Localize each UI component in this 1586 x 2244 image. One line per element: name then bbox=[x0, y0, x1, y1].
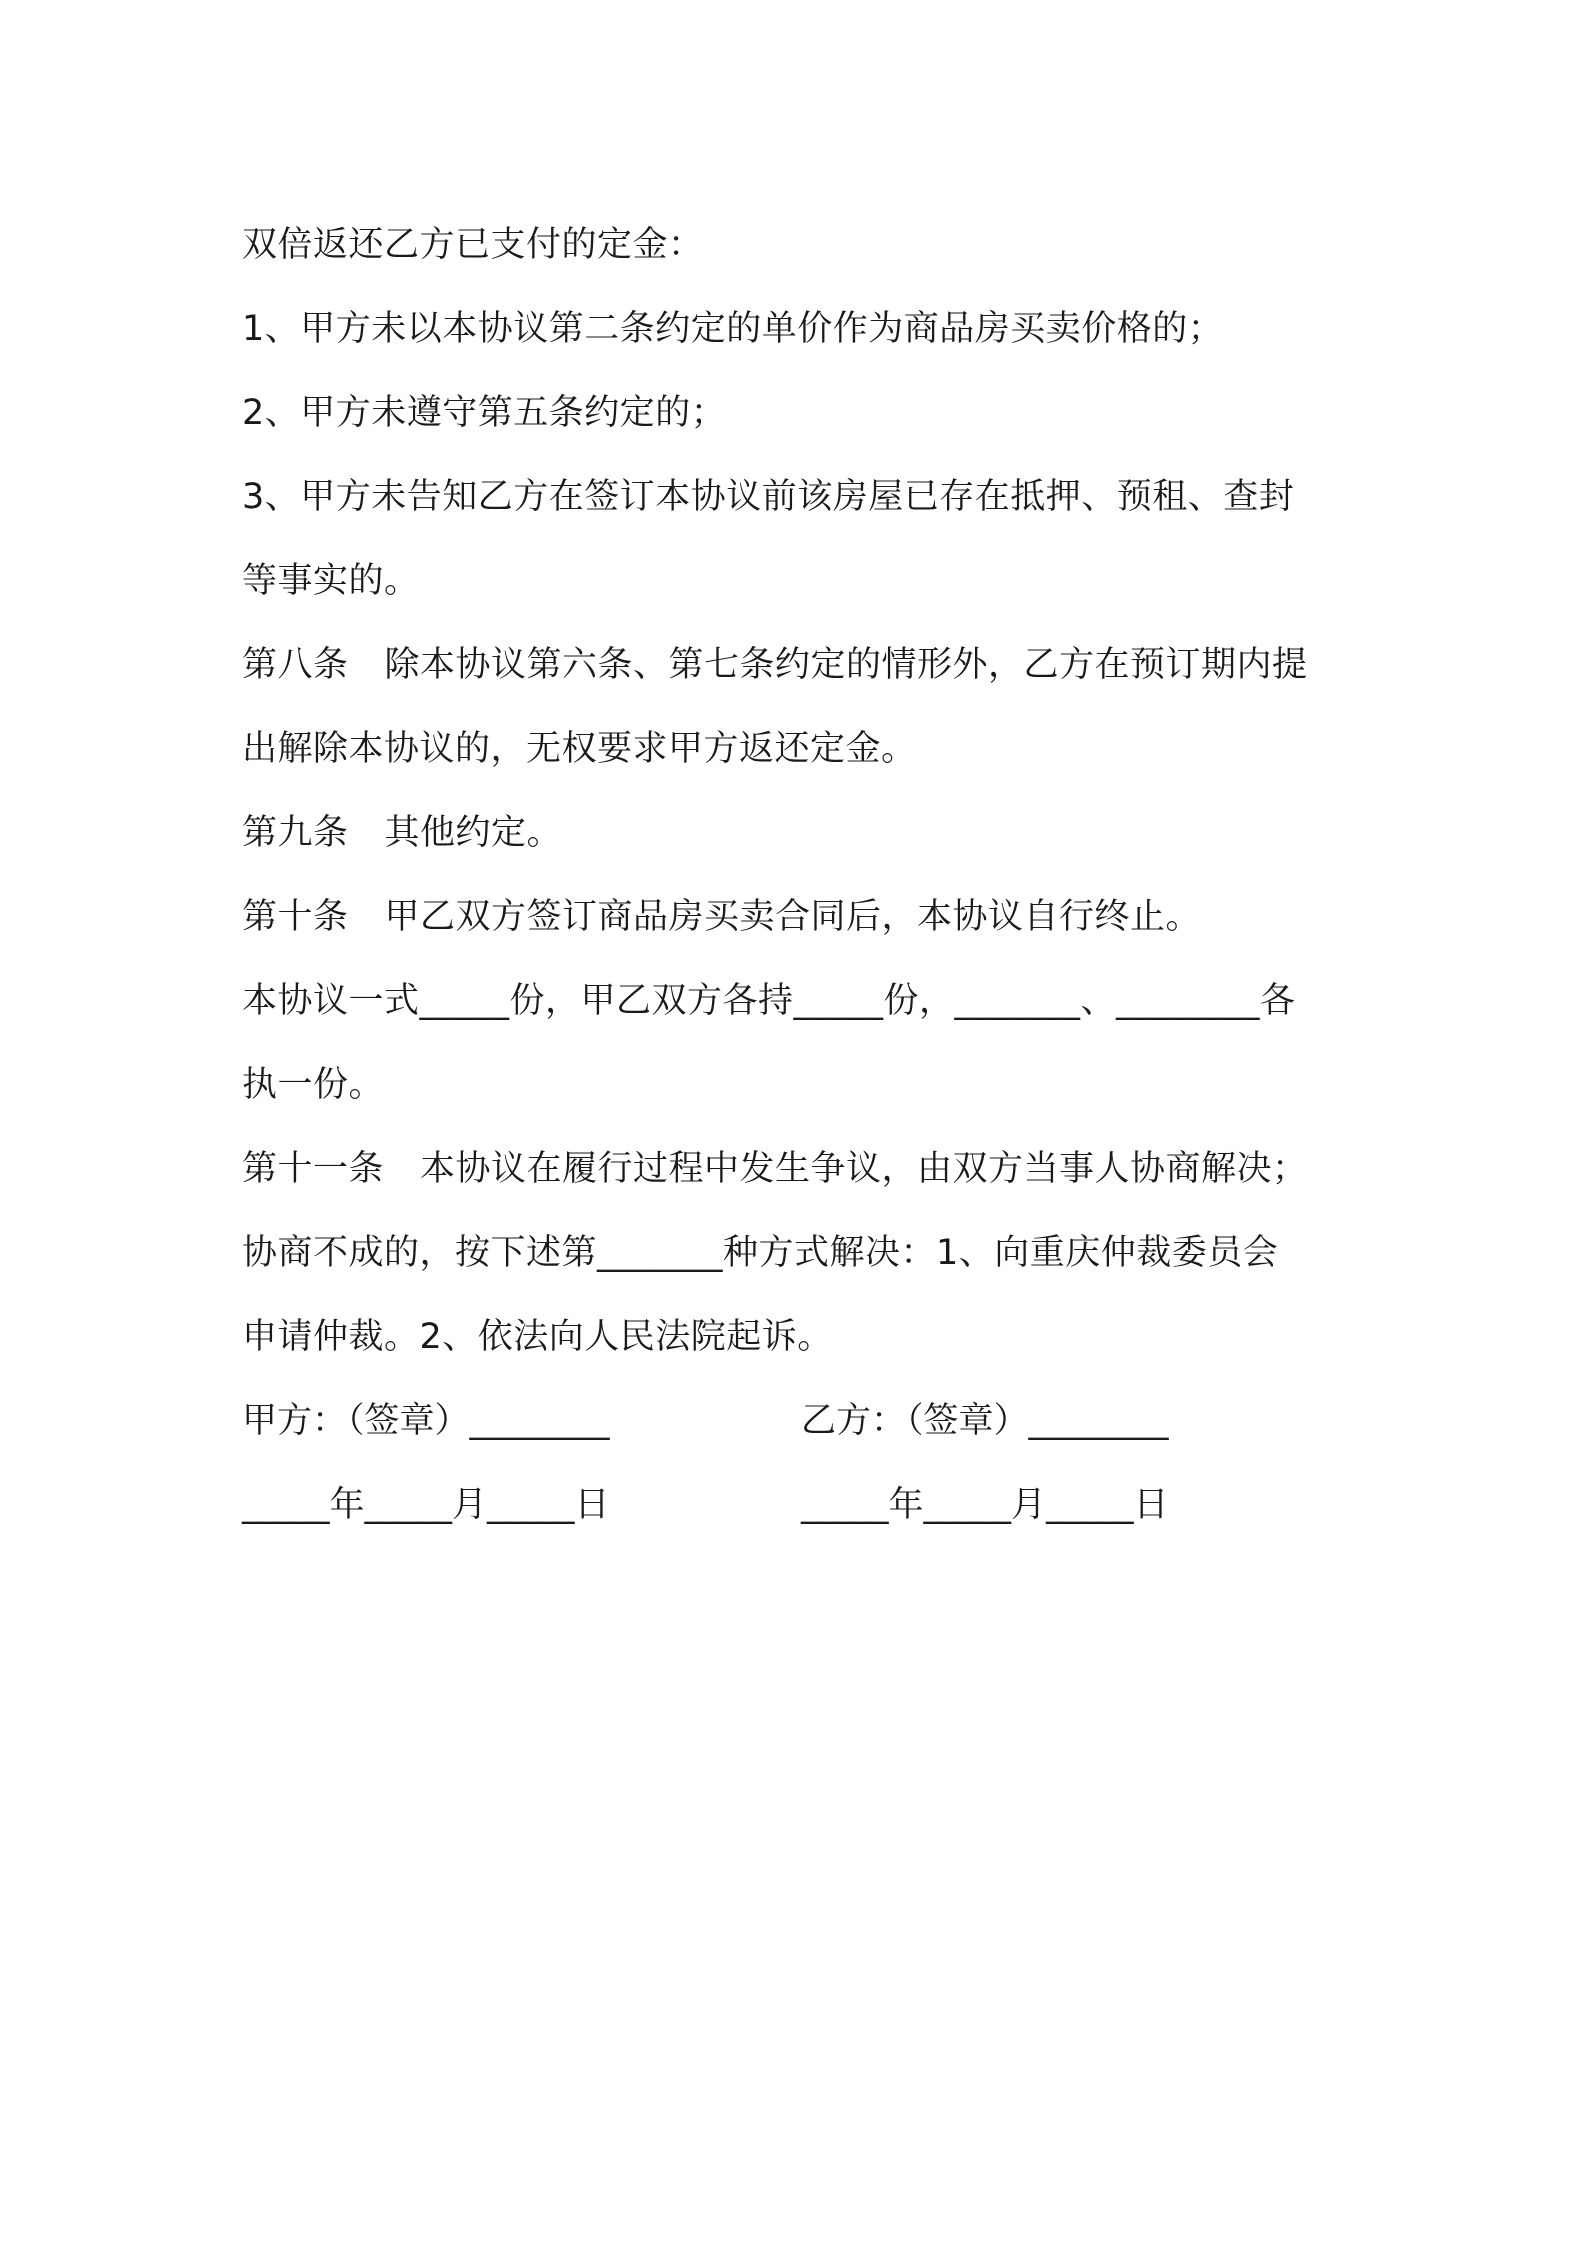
article-9-text: 其他约定。 bbox=[384, 813, 563, 853]
article-11-heading: 第十一条 bbox=[242, 1149, 385, 1189]
clause-item-2: 2、甲方未遵守第五条约定的； bbox=[242, 393, 727, 433]
article-11-continued-2: 申请仲裁。2、依法向人民法院起诉。 bbox=[242, 1317, 833, 1357]
article-9 bbox=[242, 791, 1362, 875]
article-11-text: 本协议在履行过程中发生争议，由双方当事人协商解决； bbox=[420, 1149, 1308, 1189]
article-8-heading: 第八条 bbox=[242, 645, 349, 685]
party-b-signature: 乙方：（签章）________ bbox=[801, 1401, 1169, 1441]
copies-line: 本协议一式_____份，甲乙双方各持_____份，_______、________各 bbox=[242, 981, 1296, 1021]
article-9-heading: 第九条 bbox=[242, 813, 349, 853]
party-b-date: _____年_____月_____日 bbox=[801, 1485, 1169, 1525]
article-10 bbox=[242, 875, 1362, 959]
paragraph-line: 双倍返还乙方已支付的定金： bbox=[242, 225, 704, 265]
party-a-date: _____年_____月_____日 bbox=[242, 1485, 610, 1525]
document-body bbox=[242, 203, 1362, 1547]
clause-item-3-continued: 等事实的。 bbox=[242, 561, 420, 601]
article-10-heading: 第十条 bbox=[242, 897, 349, 937]
article-8-continued: 出解除本协议的，无权要求甲方返还定金。 bbox=[242, 729, 917, 769]
party-a-signature: 甲方：（签章）________ bbox=[242, 1401, 610, 1441]
article-10-text: 甲乙双方签订商品房买卖合同后，本协议自行终止。 bbox=[384, 897, 1202, 937]
date-row bbox=[242, 1463, 1362, 1547]
clause-item-3: 3、甲方未告知乙方在签订本协议前该房屋已存在抵押、预租、查封 bbox=[242, 477, 1295, 517]
article-8-text: 除本协议第六条、第七条约定的情形外，乙方在预订期内提 bbox=[384, 645, 1308, 685]
clause-item-1: 1、甲方未以本协议第二条约定的单价作为商品房买卖价格的； bbox=[242, 309, 1224, 349]
copies-line-continued: 执一份。 bbox=[242, 1065, 385, 1105]
article-11-continued-1: 协商不成的，按下述第_______种方式解决：1、向重庆仲裁委员会 bbox=[242, 1233, 1279, 1273]
article-8 bbox=[242, 623, 1362, 707]
signature-row bbox=[242, 1379, 1362, 1463]
article-11 bbox=[242, 1127, 1362, 1211]
